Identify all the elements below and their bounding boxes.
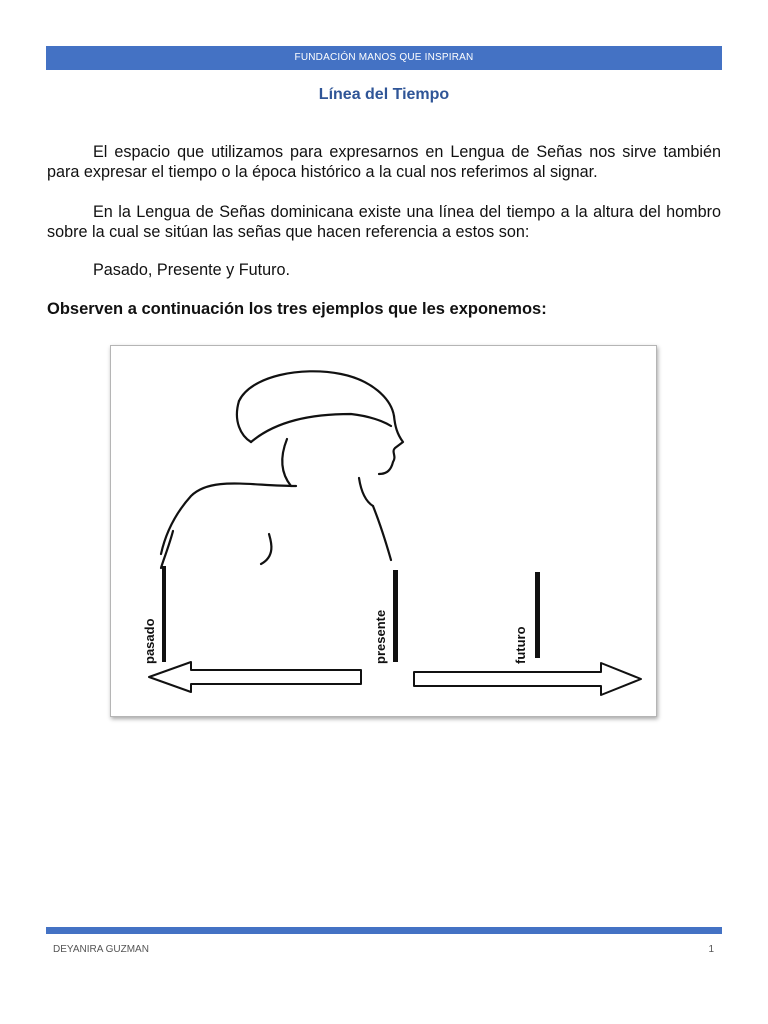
- paragraph-1: [47, 142, 721, 182]
- label-present: presente: [373, 609, 388, 664]
- person-silhouette-icon: [161, 371, 403, 568]
- marker-future: [535, 572, 540, 658]
- document-title: Línea del Tiempo: [318, 86, 450, 103]
- page-number: 1: [708, 944, 714, 955]
- organization-name: FUNDACIÓN MANOS QUE INSPIRAN: [294, 52, 474, 63]
- marker-present: [393, 570, 398, 662]
- label-past: pasado: [142, 618, 157, 664]
- marker-past: [162, 566, 166, 662]
- arrow-right-icon: [414, 663, 641, 695]
- footer-bar: [46, 927, 722, 934]
- paragraph-2-text: En la Lengua de Señas dominicana existe una línea del tiempo a la altura del hombro sobre la cual se sitúan las señas que hacen referencia a estos son:: [47, 203, 721, 241]
- footer-author: DEYANIRA GUZMAN: [53, 944, 149, 955]
- paragraph-3: [47, 260, 721, 280]
- label-future: futuro: [513, 626, 528, 664]
- subheading: Observen a continuación los tres ejemplos que les exponemos:: [47, 300, 547, 318]
- timeline-figure: [110, 345, 657, 717]
- paragraph-3-text: Pasado, Presente y Futuro.: [93, 261, 291, 279]
- arrow-left-icon: [149, 662, 361, 692]
- timeline-illustration: [111, 346, 656, 716]
- paragraph-2: [47, 202, 721, 242]
- header-bar: [46, 46, 722, 70]
- paragraph-1-text: El espacio que utilizamos para expresarnos en Lengua de Señas nos sirve también para expresar el tiempo o la época histórico a la cual nos referimos al signar.: [47, 143, 721, 181]
